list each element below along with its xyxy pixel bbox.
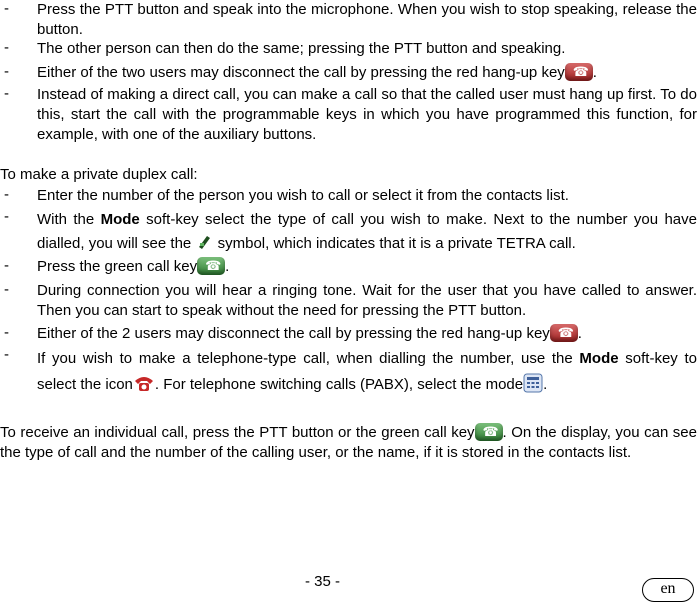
list-text: Press the PTT button and speak into the microphone. When you wish to stop speaking, release the button. bbox=[37, 1, 697, 38]
list-dash: - bbox=[4, 85, 9, 102]
receive-paragraph bbox=[0, 423, 697, 463]
list-text bbox=[37, 63, 697, 83]
green-call-key-icon: ☎ bbox=[475, 423, 503, 441]
mode-softkey-label: Mode bbox=[100, 211, 140, 228]
list-text: Enter the number of the person you wish to call or select it from the contacts list. bbox=[37, 187, 569, 204]
list-dash: - bbox=[4, 63, 9, 80]
list-text: The other person can then do the same; pressing the PTT button and speaking. bbox=[37, 40, 566, 57]
period: . bbox=[577, 325, 582, 342]
list-text: Instead of making a direct call, you can make a call so that the called user must hang up first. To do this, start the call with the programmable keys in which you have programmed this function, for example, with one of the auxiliary buttons. bbox=[37, 86, 697, 143]
page-number: - 35 - bbox=[305, 573, 341, 590]
list-text-part: With the bbox=[37, 211, 101, 228]
list-dash: - bbox=[4, 39, 9, 56]
list-text-part: Either of the 2 users may disconnect the call by pressing the red hang-up key bbox=[37, 325, 550, 342]
list-dash: - bbox=[4, 0, 9, 17]
list-text bbox=[37, 208, 697, 256]
paragraph-part: . On the display, you can see the type of call and the number of the calling user, or the name, if it is stored in the contacts list. bbox=[0, 424, 697, 461]
language-badge: en bbox=[642, 578, 694, 602]
list-text-part: soft-key select the type of call you wish to make. Next to the number you have dialled, you will see the bbox=[37, 211, 697, 252]
red-hangup-key-icon: ☎ bbox=[550, 324, 578, 342]
list-text: During connection you will hear a ringing tone. Wait for the user that you have called to answer. Then you can start to speak without the need for pressing the PTT button. bbox=[37, 282, 697, 319]
list-dash: - bbox=[4, 186, 9, 203]
red-hangup-key-icon: ☎ bbox=[565, 63, 593, 81]
period: . bbox=[543, 376, 548, 393]
list-dash: - bbox=[4, 324, 9, 341]
list-text bbox=[37, 324, 697, 344]
list-text-part: soft-key to select the icon bbox=[37, 350, 697, 393]
list-text bbox=[37, 346, 697, 398]
mode-softkey-label: Mode bbox=[579, 350, 619, 367]
list-dash: - bbox=[4, 257, 9, 274]
list-text-part: . For telephone switching calls (PABX), select the mode bbox=[154, 376, 524, 393]
paragraph-part: To receive an individual call, press the PTT button or the green call key bbox=[0, 424, 475, 441]
list-dash: - bbox=[4, 346, 9, 363]
list-dash: - bbox=[4, 281, 9, 298]
section-heading: To make a private duplex call: bbox=[0, 166, 198, 183]
period: . bbox=[225, 258, 230, 275]
list-text-part: symbol, which indicates that it is a private TETRA call. bbox=[213, 235, 576, 252]
red-telephone-icon bbox=[133, 373, 155, 393]
list-text-part: If you wish to make a telephone-type call, when dialling the number, use the bbox=[37, 350, 580, 367]
list-text-part: Either of the two users may disconnect the call by pressing the red hang-up key bbox=[37, 64, 565, 81]
list-text bbox=[37, 257, 697, 277]
list-dash: - bbox=[4, 208, 9, 225]
green-call-key-icon: ☎ bbox=[197, 257, 225, 275]
period: . bbox=[592, 64, 597, 81]
list-text-part: Press the green call key bbox=[37, 258, 198, 275]
pabx-mode-icon bbox=[523, 373, 543, 393]
mobile-phone-icon bbox=[195, 232, 213, 252]
